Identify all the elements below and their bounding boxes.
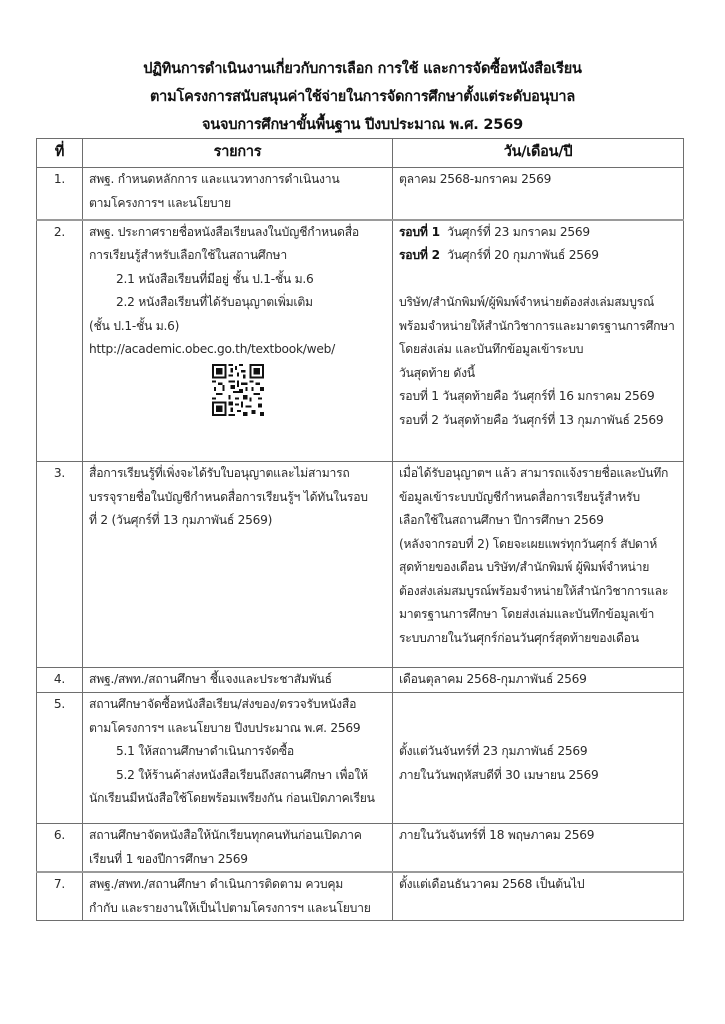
item-line: บรรจุรายชื่อในบัญชีกำหนดสื่อการเรียนรู้ฯ ได้ทันในรอบ [89,489,368,504]
table-row [37,693,684,824]
document-title [0,55,725,139]
table-row [37,168,684,220]
date-line: ข้อมูลเข้าระบบบัญชีกำหนดสื่อการเรียนรู้สำหรับ [399,489,640,504]
row-date [393,668,684,693]
date-line: บริษัท/สำนักพิมพ์/ผู้พิมพ์จำหน่ายต้องส่งเล่มสมบูรณ์ [399,295,655,309]
table-row [37,220,684,462]
row-item [83,462,393,668]
header-no: ที่ [37,139,83,168]
item-line: กำกับ และรายงานให้เป็นไปตามโครงการฯ และนโยบาย [89,900,371,915]
row-number: 3. [37,462,83,668]
round-1-line [399,221,677,245]
table-row [37,872,684,921]
title-line-2: ตามโครงการสนับสนุนค่าใช้จ่ายในการจัดการศึกษาตั้งแต่ระดับอนุบาล [149,89,576,105]
item-line: สพฐ. กำหนดหลักการ และแนวทางการดำเนินงาน [89,172,340,186]
date-line: มาตรฐานการศึกษา โดยส่งเล่มและบันทึกข้อมูลเข้า [399,607,655,621]
row-date [393,693,684,824]
item-line: สถานศึกษาจัดหนังสือให้นักเรียนทุกคนทันก่อนเปิดภาค [89,828,362,842]
date-line: รอบที่ 2 วันสุดท้ายคือ วันศุกร์ที่ 13 กุมภาพันธ์ 2569 [399,412,664,427]
row-date [393,462,684,668]
date-line: เลือกใช้ในสถานศึกษา ปีการศึกษา 2569 [399,513,604,527]
date-line: ตุลาคม 2568-มกราคม 2569 [399,172,552,186]
date-line: เมื่อได้รับอนุญาตฯ แล้ว สามารถแจ้งรายชื่อและบันทึก [399,466,669,480]
date-line: ภายในวันจันทร์ที่ 18 พฤษภาคม 2569 [399,828,595,842]
spacer [399,693,677,717]
item-subline-5-2: 5.2 ให้ร้านค้าส่งหนังสือเรียนถึงสถานศึกษา เพื่อให้ [116,767,368,782]
row-date [393,168,684,220]
item-line: นักเรียนมีหนังสือใช้โดยพร้อมเพรียงกัน ก่อนเปิดภาคเรียน [89,791,375,805]
date-line: (หลังจากรอบที่ 2) โดยจะเผยแพร่ทุกวันศุกร์ สัปดาห์ [399,536,657,551]
table-row [37,462,684,668]
date-line: ภายในวันพฤหัสบดีที่ 30 เมษายน 2569 [399,767,599,782]
textbook-url-link[interactable]: http://academic.obec.go.th/textbook/web/ [89,342,335,356]
row-date [393,872,684,921]
round-2-line [399,244,677,268]
date-line: เดือนตุลาคม 2568-กุมภาพันธ์ 2569 [399,672,587,686]
header-date: วัน/เดือน/ปี [393,139,684,168]
item-line: การเรียนรู้สำหรับเลือกใช้ในสถานศึกษา [89,248,287,262]
row-item [83,693,393,824]
row-number: 4. [37,668,83,693]
row-item [83,872,393,921]
title-line-3: จนจบการศึกษาขั้นพื้นฐาน ปีงบประมาณ พ.ศ. 2569 [202,117,523,133]
item-subline-2-2: 2.2 หนังสือเรียนที่ได้รับอนุญาตเพิ่มเติม [116,295,313,309]
title-line-1: ปฏิทินการดำเนินงานเกี่ยวกับการเลือก การใช้ และการจัดซื้อหนังสือเรียน [143,61,582,77]
row-number: 1. [37,168,83,220]
qr-code-icon [212,364,264,416]
table-row [37,668,684,693]
round-2-label: รอบที่ 2 [399,248,440,262]
item-line: สพฐ./สพท./สถานศึกษา ดำเนินการติดตาม ควบคุม [89,877,344,891]
row-item [83,668,393,693]
date-line: ระบบภายในวันศุกร์ก่อนวันศุกร์สุดท้ายของเดือน [399,630,639,645]
row-number: 2. [37,220,83,462]
item-line: ที่ 2 (วันศุกร์ที่ 13 กุมภาพันธ์ 2569) [89,513,273,527]
date-line: ตั้งแต่เดือนธันวาคม 2568 เป็นต้นไป [399,877,585,891]
item-line: (ชั้น ป.1-ชั้น ม.6) [89,318,180,333]
item-line: สพฐ./สพท./สถานศึกษา ชี้แจงและประชาสัมพันธ์ [89,672,332,686]
table-row [37,824,684,873]
schedule-table [36,138,684,921]
date-line: ตั้งแต่วันจันทร์ที่ 23 กุมภาพันธ์ 2569 [399,744,588,758]
row-date [393,220,684,462]
date-line: พร้อมจำหน่ายให้สำนักวิชาการและมาตรฐานการศึกษา [399,318,675,333]
round-1-date: วันศุกร์ที่ 23 มกราคม 2569 [447,224,590,239]
round-1-label: รอบที่ 1 [399,224,440,239]
row-date [393,824,684,873]
row-item [83,220,393,462]
spacer [399,268,677,292]
date-line: วันสุดท้าย ดังนี้ [399,365,475,380]
date-line: ต้องส่งเล่มสมบูรณ์พร้อมจำหน่ายให้สำนักวิชาการและ [399,583,669,598]
item-line: เรียนที่ 1 ของปีการศึกษา 2569 [89,851,248,866]
qr-code-container [89,362,386,425]
item-line: สถานศึกษาจัดซื้อหนังสือเรียน/ส่งของ/ตรวจรับหนังสือ [89,697,357,711]
spacer [399,717,677,741]
item-line: สพฐ. ประกาศรายชื่อหนังสือเรียนลงในบัญชีกำหนดสื่อ [89,224,359,239]
row-number: 5. [37,693,83,824]
item-line: ตามโครงการฯ และนโยบาย [89,195,231,210]
row-item [83,168,393,220]
table-header-row [37,139,684,168]
row-item [83,824,393,873]
header-item: รายการ [83,139,393,168]
item-subline-5-1: 5.1 ให้สถานศึกษาดำเนินการจัดซื้อ [116,744,294,758]
row-number: 6. [37,824,83,873]
row-number: 7. [37,872,83,921]
item-line: ตามโครงการฯ และนโยบาย ปีงบประมาณ พ.ศ. 2569 [89,720,361,735]
item-subline-2-1: 2.1 หนังสือเรียนที่มีอยู่ ชั้น ป.1-ชั้น ม.6 [116,271,314,286]
date-line: สุดท้ายของเดือน บริษัท/สำนักพิมพ์ ผู้พิมพ์จำหน่าย [399,560,650,574]
date-line: รอบที่ 1 วันสุดท้ายคือ วันศุกร์ที่ 16 มกราคม 2569 [399,389,655,403]
round-2-date: วันศุกร์ที่ 20 กุมภาพันธ์ 2569 [447,248,599,262]
item-line: สื่อการเรียนรู้ที่เพิ่งจะได้รับใบอนุญาตและไม่สามารถ [89,466,350,480]
date-line: โดยส่งเล่ม และบันทึกข้อมูลเข้าระบบ [399,342,584,356]
